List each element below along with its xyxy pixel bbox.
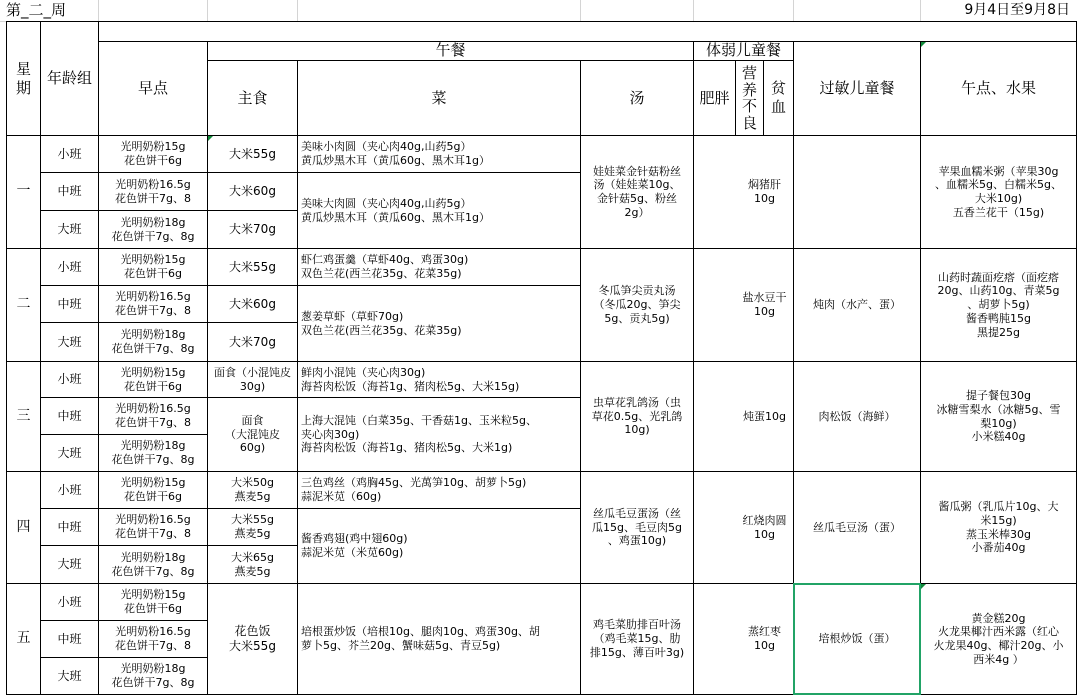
dish-cell: 美味小肉圆（夹心肉40g,山药5g） 黄瓜炒黑木耳（黄瓜60g、黑木耳1g） (301, 140, 490, 167)
header-staple: 主食 (237, 88, 268, 107)
allergy-cell[interactable]: 培根炒饭（蛋） (818, 632, 896, 646)
weekday-cell: 五 (16, 630, 31, 647)
soup-cell: 娃娃菜金针菇粉丝 汤（娃娃菜10g、 金针菇5g、粉丝 2g） (593, 164, 681, 219)
cell-note-marker (921, 584, 926, 589)
age-group-cell: 中班 (57, 519, 82, 534)
breakfast-cell: 光明奶粉18g 花色饼干7g、8g (111, 328, 195, 355)
breakfast-cell: 光明奶粉16.5g 花色饼干7g、8 (115, 513, 191, 540)
anemia-cell: 盐水豆干 10g (742, 291, 787, 318)
header-weekday: 星 期 (15, 59, 31, 97)
weekday-cell: 三 (16, 407, 31, 424)
active-cell-selection[interactable] (793, 583, 921, 695)
age-group-cell: 中班 (57, 408, 82, 423)
header-breakfast: 早点 (137, 79, 168, 98)
border (297, 60, 298, 695)
staple-cell: 面食 （大混饨皮 60g) (225, 413, 280, 455)
cell-note-marker (921, 42, 926, 47)
allergy-cell: 丝瓜毛豆汤（蛋） (813, 520, 901, 534)
dish-cell: 上海大混饨（白菜35g、干香菇1g、玉米粒5g、 夹心肉30g) 海苔肉松饭（海苔1g、猪肉松5g、大米1g) (301, 413, 537, 455)
breakfast-cell: 光明奶粉16.5g 花色饼干7g、8 (115, 177, 191, 205)
age-group-cell: 中班 (57, 631, 82, 646)
breakfast-cell: 光明奶粉15g 花色饼干6g (120, 253, 186, 280)
afternoon-cell: 提子餐包30g 冰糖雪梨水（冰糖5g、雪 梨10g) 小米糕40g (936, 389, 1061, 444)
breakfast-cell: 光明奶粉18g 花色饼干7g、8g (111, 550, 195, 578)
anemia-cell: 焖猪肝 10g (748, 178, 781, 205)
age-group-cell: 中班 (57, 296, 82, 311)
breakfast-cell: 光明奶粉16.5g 花色饼干7g、8 (115, 290, 191, 317)
staple-cell: 大米70g (229, 334, 276, 349)
breakfast-cell: 光明奶粉16.5g 花色饼干7g、8 (115, 625, 191, 652)
afternoon-cell: 山药时蔬面疙瘩（面疙瘩 20g、山药10g、青菜5g 、胡萝卜5g) 酱香鸭肫15g 黑提25g (937, 270, 1060, 339)
breakfast-cell: 光明奶粉15g 花色饼干6g (120, 140, 186, 167)
soup-cell: 虫草花乳鸽汤（虫 草花0.5g、光乳鸽 10g) (591, 395, 683, 437)
anemia-cell: 红烧肉圆 10g (742, 513, 787, 541)
border (6, 21, 1077, 22)
anemia-cell: 炖蛋10g (743, 409, 786, 423)
afternoon-cell: 黄金糕20g 火龙果椰汁西米露（红心 火龙果40g、椰汁20g、小 西米4g ） (933, 611, 1064, 666)
dish-cell: 美味大肉圆（夹心肉40g,山药5g） 黄瓜炒黑木耳（黄瓜60g、黑木耳1g） (301, 196, 490, 224)
age-group-cell: 小班 (57, 146, 82, 161)
breakfast-cell: 光明奶粉18g 花色饼干7g、8g (111, 662, 195, 689)
header-anemia: 贫 血 (770, 79, 786, 116)
staple-cell: 大米55g (229, 146, 276, 161)
dish-cell: 鲜肉小混饨（夹心肉30g) 海苔肉松饭（海苔1g、猪肉松5g、大米15g) (301, 365, 520, 393)
age-group-cell: 中班 (57, 184, 82, 198)
staple-cell: 大米60g (229, 184, 276, 198)
staple-cell: 大米50g 燕麦5g (231, 476, 274, 503)
staple-cell: 花色饭 大米55g (229, 624, 276, 653)
header-allergy: 过敏儿童餐 (819, 79, 895, 98)
header-weak-children: 体弱儿童餐 (705, 41, 781, 60)
header-lunch: 午餐 (435, 41, 466, 60)
grid-line (297, 0, 298, 22)
week-label: 第_二_周 (6, 1, 67, 20)
age-group-cell: 大班 (57, 668, 82, 683)
staple-cell: 大米55g (229, 259, 276, 274)
header-obesity: 肥胖 (699, 88, 730, 107)
dish-cell: 虾仁鸡蛋羹（草虾40g、鸡蛋30g) 双色兰花(西兰花35g、花菜35g) (301, 253, 469, 280)
age-group-cell: 大班 (57, 334, 82, 349)
age-group-cell: 小班 (57, 594, 82, 609)
staple-cell: 大米60g (229, 296, 276, 311)
afternoon-cell: 酱瓜粥（乳瓜片10g、大 米15g) 蒸玉米棒30g 小番茄40g (938, 500, 1059, 555)
age-group-cell: 小班 (57, 482, 82, 497)
header-dish: 菜 (431, 88, 447, 107)
grid-line (580, 0, 581, 22)
border (693, 41, 694, 695)
header-age-group: 年龄组 (46, 69, 92, 88)
breakfast-cell: 光明奶粉15g 花色饼干6g (120, 588, 186, 615)
staple-cell: 大米65g 燕麦5g (231, 550, 274, 578)
grid-line (693, 0, 694, 22)
age-group-cell: 小班 (57, 259, 82, 274)
grid-line (207, 0, 208, 22)
dish-cell: 葱姜草虾（草虾70g) 双色兰花(西兰花35g、花菜35g) (301, 309, 462, 337)
dish-cell: 培根蛋炒饭（培根10g、腿肉10g、鸡蛋30g、胡 萝卜5g、芥兰20g、蟹味菇5g、青豆5g) (301, 625, 540, 652)
staple-cell: 面食（小混饨皮 30g) (214, 365, 291, 393)
anemia-cell: 蒸红枣 10g (748, 625, 781, 652)
cell-note-marker (208, 136, 213, 141)
soup-cell: 丝瓜毛豆蛋汤（丝 瓜15g、毛豆肉5g 、鸡蛋10g) (592, 506, 682, 548)
soup-cell: 鸡毛菜肋排百叶汤 （鸡毛菜15g、肋 排15g、薄百叶3g) (589, 618, 685, 659)
breakfast-cell: 光明奶粉16.5g 花色饼干7g、8 (115, 402, 191, 429)
header-soup: 汤 (629, 88, 645, 107)
header-malnutrition: 营 养 不 良 (741, 64, 757, 132)
grid-line (920, 0, 921, 22)
grid-line (793, 0, 794, 22)
weekday-cell: 四 (16, 518, 31, 535)
afternoon-cell: 苹果血糯米粥（苹果30g 、血糯米5g、白糯米5g、 大米10g) 五香兰花干（15g) (935, 164, 1062, 219)
dish-cell: 酱香鸡翅(鸡中翅60g) 蒜泥米苋（米苋60g) (301, 532, 408, 559)
allergy-cell: 肉松饭（海鲜） (818, 409, 896, 423)
breakfast-cell: 光明奶粉18g 花色饼干7g、8g (111, 439, 195, 466)
age-group-cell: 大班 (57, 557, 82, 571)
age-group-cell: 小班 (57, 372, 82, 386)
staple-cell: 大米70g (229, 222, 276, 236)
header-afternoon: 午点、水果 (960, 79, 1036, 98)
breakfast-cell: 光明奶粉15g 花色饼干6g (120, 365, 186, 393)
weekday-cell: 一 (16, 183, 31, 200)
allergy-cell: 炖肉（水产、蛋） (813, 298, 901, 312)
date-range: 9月4日至9月8日 (964, 1, 1070, 18)
staple-cell: 大米55g 燕麦5g (231, 513, 274, 540)
breakfast-cell: 光明奶粉18g 花色饼干7g、8g (111, 215, 195, 243)
dish-cell: 三色鸡丝（鸡胸45g、光萬笋10g、胡萝卜5g) 蒜泥米苋（60g) (301, 476, 527, 503)
weekday-cell: 二 (16, 296, 31, 313)
soup-cell: 冬瓜笋尖贡丸汤 （冬瓜20g、笋尖 5g、贡丸5g) (593, 284, 681, 325)
breakfast-cell: 光明奶粉15g 花色饼干6g (120, 476, 186, 503)
age-group-cell: 大班 (57, 445, 82, 460)
age-group-cell: 大班 (57, 222, 82, 236)
